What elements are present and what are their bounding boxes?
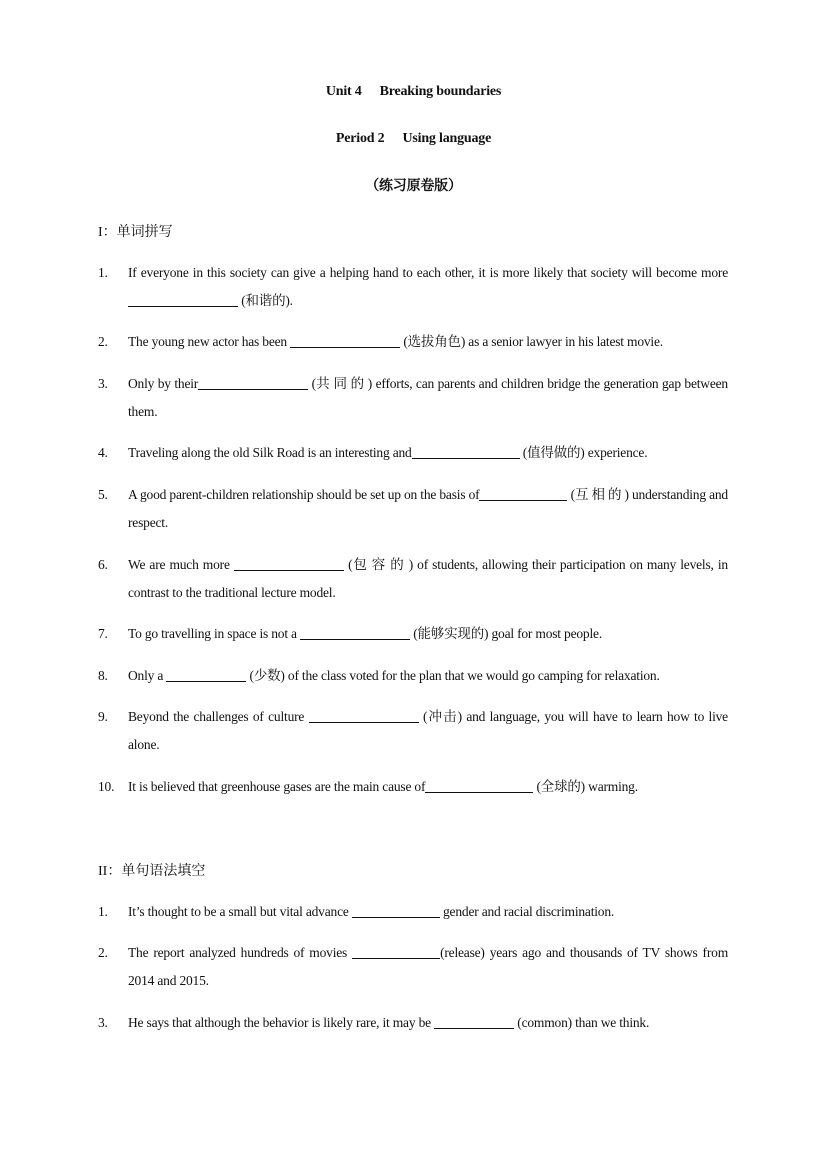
item-number: 1. bbox=[98, 265, 108, 280]
item-text: It is believed that greenhouse gases are the main cause of bbox=[128, 779, 426, 794]
answer-blank[interactable] bbox=[300, 625, 410, 640]
answer-blank[interactable] bbox=[412, 444, 520, 459]
item-text-after: understanding and respect. bbox=[128, 487, 728, 530]
item-text: A good parent-children relationship should be set up on the basis of bbox=[128, 487, 480, 502]
answer-blank[interactable] bbox=[128, 292, 238, 307]
list-item bbox=[98, 259, 728, 315]
item-number: 6. bbox=[98, 557, 108, 572]
answer-blank[interactable] bbox=[309, 708, 419, 723]
item-number: 1. bbox=[98, 904, 108, 919]
item-text-after: of the class voted for the plan that we would go camping for relaxation. bbox=[284, 668, 660, 683]
item-text-after: warming. bbox=[584, 779, 638, 794]
item-hint: (能够实现的) bbox=[413, 626, 489, 641]
answer-blank[interactable] bbox=[198, 375, 308, 390]
item-number: 2. bbox=[98, 334, 108, 349]
item-text: If everyone in this society can give a helping hand to each other, it is more likely that society will become more bbox=[128, 265, 728, 280]
item-number: 9. bbox=[98, 709, 108, 724]
item-hint: (冲击) bbox=[423, 709, 462, 724]
item-text-after: than we think. bbox=[571, 1015, 650, 1030]
item-hint: (共 同 的 ) bbox=[311, 376, 373, 391]
list-item bbox=[98, 551, 728, 607]
item-number: 7. bbox=[98, 626, 108, 641]
period-number: Period 2 bbox=[335, 131, 385, 146]
item-text: Traveling along the old Silk Road is an interesting and bbox=[128, 445, 412, 460]
item-hint: (common) bbox=[517, 1015, 572, 1030]
item-number: 10. bbox=[98, 779, 115, 794]
item-text: Beyond the challenges of culture bbox=[128, 709, 309, 724]
list-item bbox=[98, 703, 728, 759]
answer-blank[interactable] bbox=[352, 903, 440, 918]
unit-heading bbox=[0, 84, 827, 100]
item-hint: (包 容 的 ) bbox=[348, 557, 413, 572]
list-item bbox=[98, 662, 728, 690]
list-item bbox=[98, 620, 728, 648]
list-item bbox=[98, 1009, 728, 1037]
item-text-after: and language, you will have to learn how to live alone. bbox=[128, 709, 728, 752]
item-number: 2. bbox=[98, 945, 108, 960]
item-number: 5. bbox=[98, 487, 108, 502]
item-text-after: gender and racial discrimination. bbox=[439, 904, 615, 919]
period-title: Using language bbox=[402, 131, 492, 146]
item-text: Only by their bbox=[128, 376, 199, 391]
item-text-after: years ago and thousands of TV shows from 2014 and 2015. bbox=[128, 945, 728, 988]
period-heading bbox=[0, 131, 827, 147]
item-text: Only a bbox=[128, 668, 167, 683]
section-title-spelling: I：单词拼写 bbox=[98, 225, 173, 240]
answer-blank[interactable] bbox=[425, 778, 533, 793]
list-item bbox=[98, 370, 728, 426]
answer-blank[interactable] bbox=[434, 1014, 514, 1029]
version-label: （练习原卷版） bbox=[365, 179, 462, 194]
item-text: The young new actor has been bbox=[128, 334, 291, 349]
item-hint: (和谐的). bbox=[241, 293, 293, 308]
unit-number: Unit 4 bbox=[325, 84, 362, 99]
section-title-grammar: II：单句语法填空 bbox=[98, 864, 206, 879]
answer-blank[interactable] bbox=[166, 667, 246, 682]
item-hint: (全球的) bbox=[536, 779, 585, 794]
item-text: The report analyzed hundreds of movies bbox=[128, 945, 353, 960]
answer-blank[interactable] bbox=[290, 333, 400, 348]
answer-blank[interactable] bbox=[479, 486, 567, 501]
item-hint: (互 相 的 ) bbox=[570, 487, 629, 502]
item-hint: (值得做的) bbox=[522, 445, 585, 460]
item-hint: (选拔角色) bbox=[403, 334, 466, 349]
item-text-after: efforts, can parents and children bridge the generation gap between them. bbox=[128, 376, 728, 419]
item-number: 4. bbox=[98, 445, 108, 460]
item-text: We are much more bbox=[128, 557, 234, 572]
list-item bbox=[98, 328, 728, 356]
item-text-after: goal for most people. bbox=[488, 626, 602, 641]
answer-blank[interactable] bbox=[352, 944, 440, 959]
item-text-after: of students, allowing their participation on many levels, in contrast to the traditional lecture model. bbox=[128, 557, 728, 600]
list-item bbox=[98, 898, 728, 926]
item-text-after: experience. bbox=[584, 445, 648, 460]
list-item bbox=[98, 939, 728, 995]
item-text-after: as a senior lawyer in his latest movie. bbox=[465, 334, 663, 349]
item-number: 3. bbox=[98, 376, 108, 391]
item-text: To go travelling in space is not a bbox=[128, 626, 301, 641]
item-number: 3. bbox=[98, 1015, 108, 1030]
list-item bbox=[98, 481, 728, 537]
list-item bbox=[98, 773, 728, 801]
item-text: He says that although the behavior is likely rare, it may be bbox=[128, 1015, 435, 1030]
item-hint: (release) bbox=[440, 945, 485, 960]
item-hint: (少数) bbox=[249, 668, 285, 683]
item-text: It’s thought to be a small but vital advance bbox=[128, 904, 352, 919]
answer-blank[interactable] bbox=[234, 556, 344, 571]
unit-title: Breaking boundaries bbox=[379, 84, 502, 99]
item-number: 8. bbox=[98, 668, 108, 683]
list-item bbox=[98, 439, 728, 467]
